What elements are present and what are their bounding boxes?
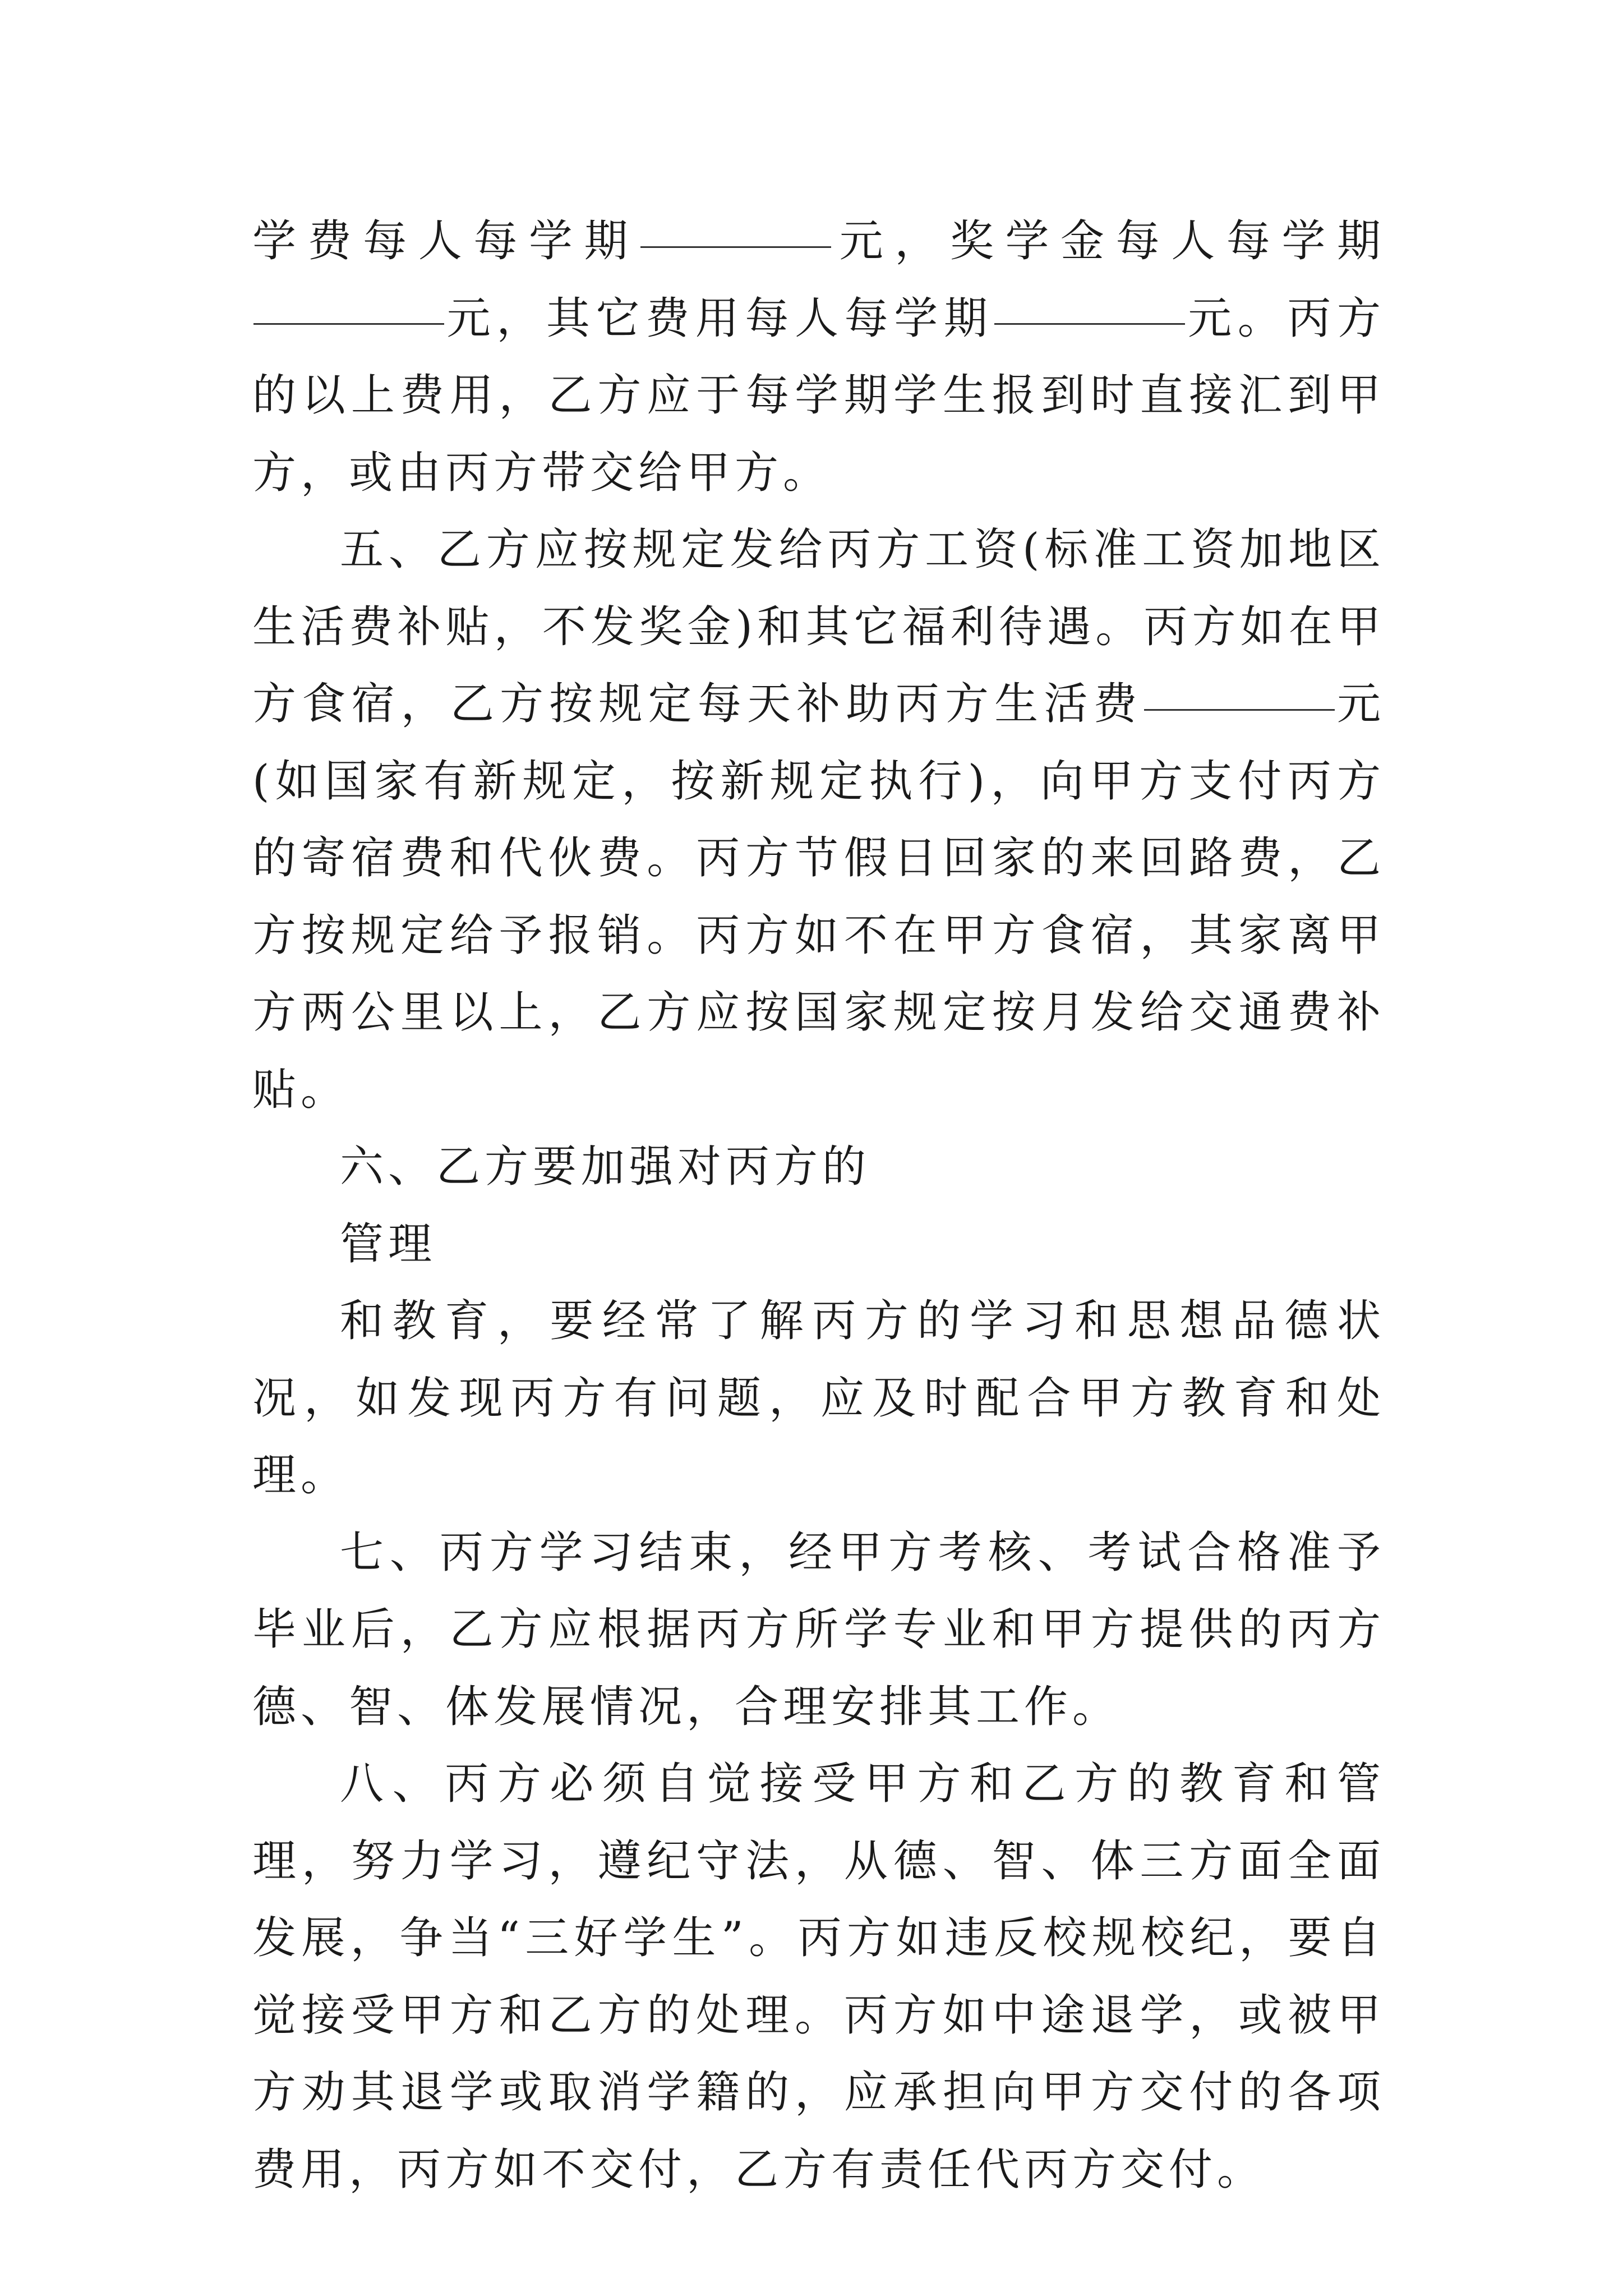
paragraph-clause-8: 八、丙方必须自觉接受甲方和乙方的教育和管理，努力学习，遵纪守法，从德、智、体三方面全面发展，争当“三好学生”。丙方如违反校规校纪，要自觉接受甲方和乙方的处理。丙方如中途退学，或被甲方劝其退学或取消学籍的，应承担向甲方交付的各项费用，丙方如不交付，乙方有责任代丙方交付。 <box>252 1759 1385 2195</box>
tuition-blank <box>640 246 831 248</box>
paragraph-clause-7: 七、丙方学习结束，经甲方考核、考试合格准予毕业后，乙方应根据丙方所学专业和甲方提供的丙方德、智、体发展情况，合理安排其工作。 <box>252 1527 1385 1732</box>
paragraph-clause-6-start: 六、乙方要加强对丙方的 <box>340 1142 871 1192</box>
paragraph-clause-5 <box>252 512 1385 1129</box>
living-allowance-blank <box>1144 708 1335 711</box>
fees-text-2: 元，奖学金每人每学期 <box>832 216 1385 266</box>
clause-5-text-2: 元(如国家有新规定，按新规定执行)，向甲方支付丙方的寄宿费和代伙费。丙方节假日回家的来回路费，乙方按规定给予报销。丙方如不在甲方食宿，其家离甲方两公里以上，乙方应按国家规定按月发给交通费补贴。 <box>252 679 1385 1115</box>
paragraph-fees <box>252 203 1385 512</box>
clause-5-text-1: 五、乙方应按规定发给丙方工资(标准工资加地区生活费补贴，不发奖金)和其它福利待遇。丙方如在甲方食宿，乙方按规定每天补助丙方生活费 <box>252 524 1385 729</box>
other-fees-blank <box>994 323 1185 325</box>
fees-text-3: 元，其它费用每人每学期 <box>445 293 994 344</box>
paragraph-clause-6-rest: 和教育，要经常了解丙方的学习和思想品德状况，如发现丙方有问题，应及时配合甲方教育和处理。 <box>252 1296 1385 1501</box>
paragraph-clause-6-word: 管理 <box>340 1218 437 1269</box>
fees-text-1: 学费每人每学期 <box>252 216 640 266</box>
document-page <box>252 203 1385 2208</box>
fees-text-4: 元。丙方的以上费用，乙方应于每学期学生报到时直接汇到甲方，或由丙方带交给甲方。 <box>252 293 1385 498</box>
scholarship-blank <box>253 323 444 325</box>
